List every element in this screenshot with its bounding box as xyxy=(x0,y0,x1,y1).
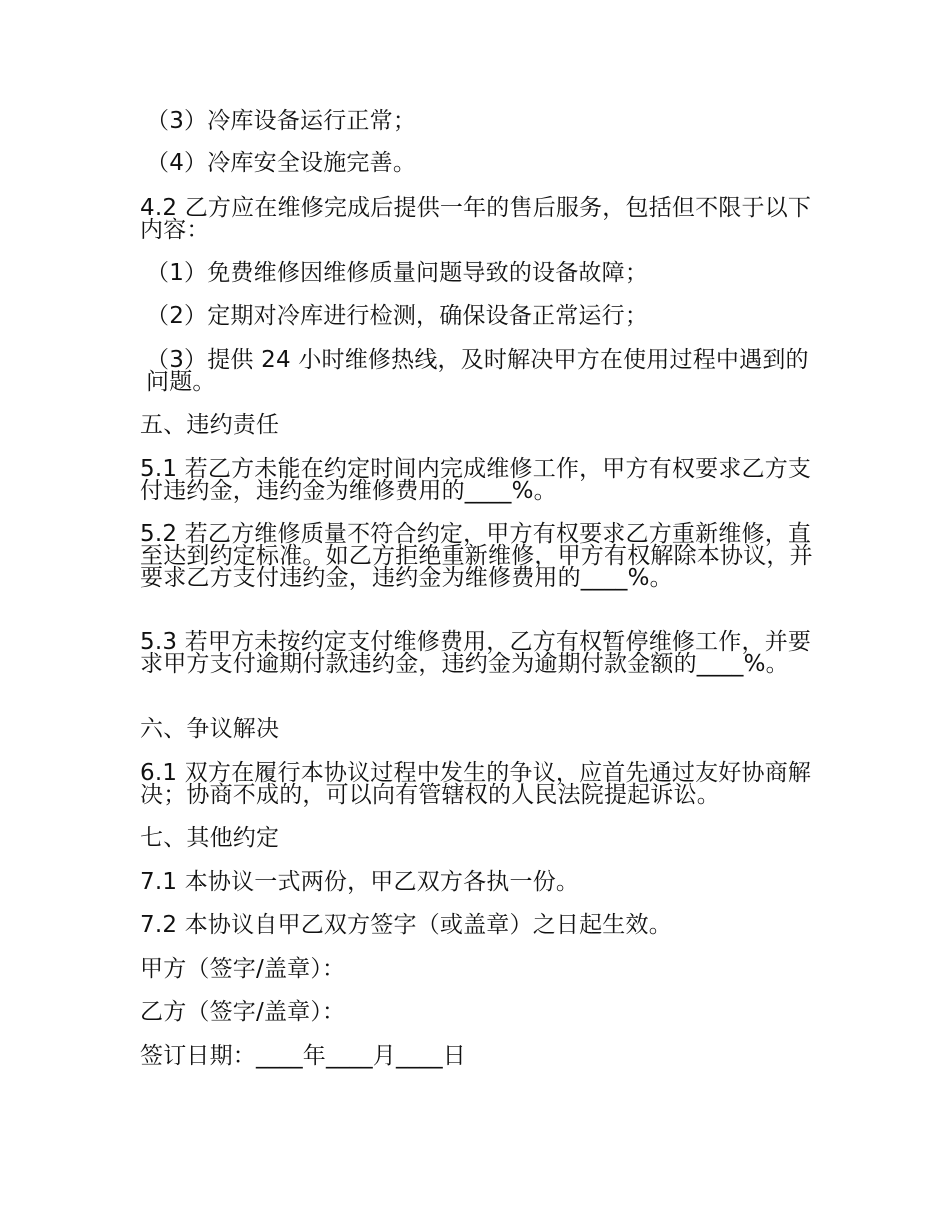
service-3: （3）提供 24 小时维修热线，及时解决甲方在使用过程中遇到的问题。 xyxy=(146,347,809,395)
party-b-signature: 乙方（签字/盖章）： xyxy=(140,999,346,1025)
section-6-heading: 六、争议解决 xyxy=(140,716,280,742)
clause-5-2: 5.2 若乙方维修质量不符合约定，甲方有权要求乙方重新维修，直至达到约定标准。如乙方拒绝重新维修，甲方有权解除本协议，并要求乙方支付违约金，违约金为维修费用的____%。 xyxy=(140,521,813,591)
service-2: （2）定期对冷库进行检测，确保设备正常运行； xyxy=(146,303,649,329)
section-7-heading: 七、其他约定 xyxy=(140,825,280,851)
section-5-heading: 五、违约责任 xyxy=(140,412,280,438)
service-1: （1）免费维修因维修质量问题导致的设备故障； xyxy=(146,260,649,286)
clause-6-1: 6.1 双方在履行本协议过程中发生的争议，应首先通过友好协商解决；协商不成的，可以向有管辖权的人民法院提起诉讼。 xyxy=(140,760,812,808)
clause-5-3: 5.3 若甲方未按约定支付维修费用，乙方有权暂停维修工作，并要求甲方支付逾期付款违约金，违约金为逾期付款金额的____%。 xyxy=(140,629,812,677)
item-4-safety: （4）冷库安全设施完善。 xyxy=(146,150,417,176)
clause-5-1: 5.1 若乙方未能在约定时间内完成维修工作，甲方有权要求乙方支付违约金，违约金为维修费用的____%。 xyxy=(140,456,812,504)
clause-7-1: 7.1 本协议一式两份，甲乙双方各执一份。 xyxy=(140,869,580,895)
clause-7-2: 7.2 本协议自甲乙双方签字（或盖章）之日起生效。 xyxy=(140,912,672,938)
sign-date: 签订日期：____年____月____日 xyxy=(140,1043,466,1069)
party-a-signature: 甲方（签字/盖章）： xyxy=(140,956,346,982)
item-3-normal: （3）冷库设备运行正常； xyxy=(146,108,417,134)
clause-4-2: 4.2 乙方应在维修完成后提供一年的售后服务，包括但不限于以下内容： xyxy=(140,195,812,243)
